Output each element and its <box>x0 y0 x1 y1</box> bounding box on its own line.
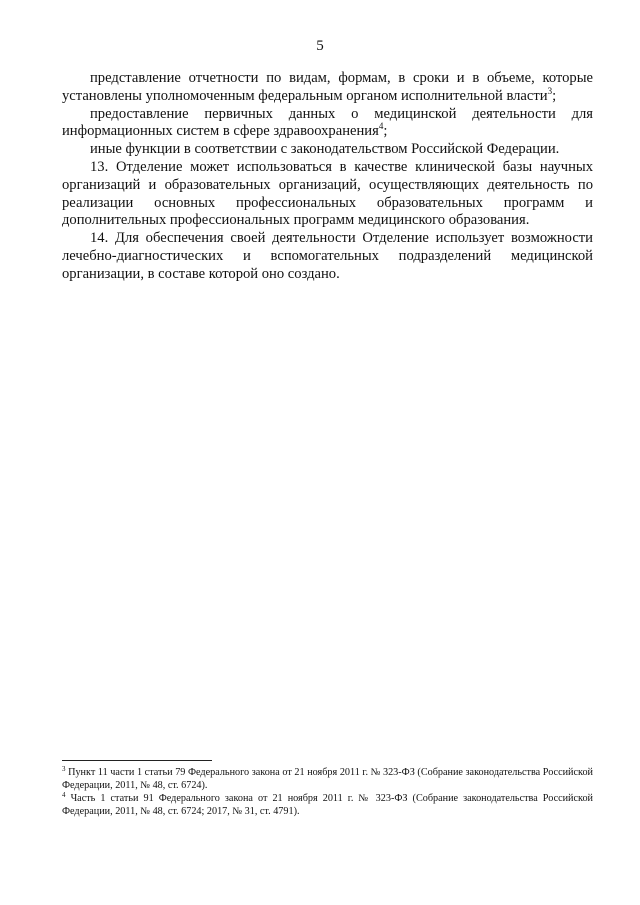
footnote-mark: 3 <box>62 765 66 773</box>
body-text <box>62 70 593 284</box>
paragraph-primary-data <box>62 106 593 142</box>
footnote-ref: 4 <box>378 121 384 132</box>
footnote-ref: 3 <box>547 85 553 96</box>
footnote-4 <box>62 793 593 818</box>
paragraph-text: представление отчетности по видам, формам, в сроки и в объеме, которые установлены уполномоченным федеральным органом исполнительной власти <box>62 70 593 104</box>
footnote-text: Пункт 11 части 1 статьи 79 Федерального закона от 21 ноября 2011 г. № 323-ФЗ (Собрание законодательства Российской Федерации, 2011, № 48, ст. 6724). <box>62 767 593 791</box>
paragraph-punctuation: ; <box>383 123 388 140</box>
paragraph-text: 14. Для обеспечения своей деятельности Отделение использует возможности лечебно-диагностических и вспомогательных подразделений медицинской организации, в составе которой оно создано. <box>62 230 593 282</box>
paragraph-punctuation: ; <box>552 87 557 104</box>
footnotes <box>62 767 593 819</box>
paragraph-14 <box>62 230 593 283</box>
footnote-text: Часть 1 статьи 91 Федерального закона от 21 ноября 2011 г. № 323-ФЗ (Собрание законодательства Российской Федерации, 2011, № 48, ст. 6724; 2017, № 31, ст. 4791). <box>62 793 594 817</box>
footnote-mark: 4 <box>62 791 66 800</box>
page-number: 5 <box>316 38 324 54</box>
paragraph-text: предоставление первичных данных о медицинской деятельности для информационных систем в сфере здравоохранения <box>62 105 593 140</box>
paragraph-13 <box>62 159 593 230</box>
paragraph-text: 13. Отделение может использоваться в качестве клинической базы научных организаций и образовательных организаций, осуществляющих деятельность по реализации основных профессиональных образовательных программ и дополнительных профессиональных программ медицинского образования. <box>62 158 593 229</box>
footnote-3 <box>62 767 593 792</box>
paragraph-text: иные функции в соответствии с законодательством Российской Федерации. <box>90 141 560 158</box>
paragraph-other-functions <box>62 141 593 159</box>
paragraph-reporting <box>62 70 593 106</box>
footnote-divider <box>62 760 212 761</box>
